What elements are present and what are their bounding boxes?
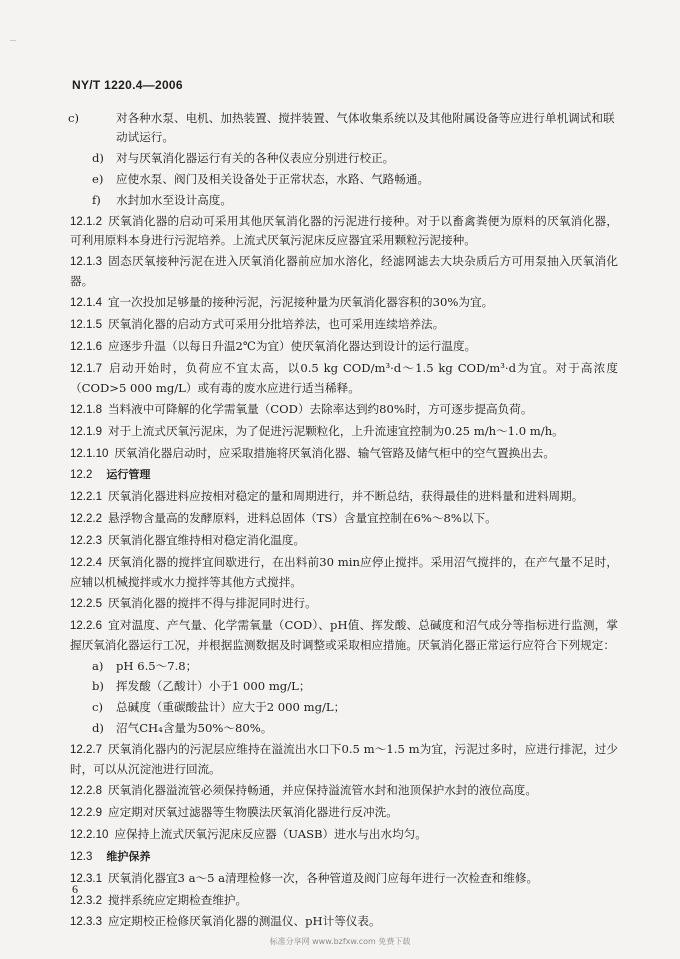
clause-number: 12.1.10 [70,447,109,460]
list-item [70,191,618,210]
clause-paragraph [70,293,618,313]
clause-number: 12.1.4 [70,297,102,310]
clause-paragraph [70,912,618,932]
section-heading-12-3 [70,847,618,867]
list-item-label: f) [92,192,101,207]
list-item-label: c) [92,700,104,715]
clause-number: 12.3.3 [70,916,102,929]
clause-text: 厌氧消化器的启动方式可采用分批培养法，也可采用连续培养法。 [107,317,445,332]
clause-number: 12.2.2 [70,513,102,526]
section-12-3-paragraphs [70,869,618,933]
list-item-text: 挥发酸（乙酸计）小于1 000 mg/L； [116,679,311,694]
clause-number: 12.2.10 [70,828,109,841]
clause-number: 12.3.1 [70,872,102,885]
clause-number: 12.2.5 [70,597,102,610]
section-12-2-paragraphs-b [70,740,618,845]
clause-text: 应保持上流式厌氧污泥床反应器（UASB）进水与出水均匀。 [114,826,427,841]
clause-text: 对于上流式厌氧污泥床，为了促进污泥颗粒化，上升流速宜控制为0.25 m/h～1.0 m/h。 [107,423,564,438]
clause-paragraph [70,531,618,551]
list-item-label: d) [92,721,104,736]
clause-paragraph [70,509,618,529]
list-item [70,109,618,147]
section-number: 12.3 [70,850,93,863]
section-title: 维护保养 [106,849,151,863]
clause-text: 厌氧消化器溢流管必须保持畅通，并应保持溢流管水封和池顶保护水封的液位高度。 [107,783,537,797]
list-item [70,657,618,676]
clause-paragraph [70,422,618,442]
clause-number: 12.2.6 [70,619,102,632]
clause-text: 悬浮物含量高的发酵原料，进料总固体（TS）含量宜控制在6%～8%以下。 [107,511,497,526]
clause-text: 厌氧消化器内的污泥层应维持在溢流出水口下0.5 m～1.5 m为宜，污泥过多时，应进行排泥，过少时，可以从沉淀池进行回流。 [70,742,618,777]
footer-watermark: 标准分享网 www.bzfxw.com 免费下载 [269,937,411,946]
list-item-text: 对各种水泵、电机、加热装置、搅拌装置、气体收集系统以及其他附属设备等应进行单机调试和联动试运行。 [116,111,615,144]
clause-number: 12.2.9 [70,806,102,819]
clause-text: 固态厌氧接种污泥在进入厌氧消化器前应加水溶化，经滤网滤去大块杂质后方可用泵抽入厌氧消化器。 [70,254,618,289]
clause-number: 12.2.4 [70,557,102,570]
list-item-text: 对与厌氧消化器运行有关的各种仪表应分别进行校正。 [116,150,395,165]
clause-number: 12.1.5 [70,319,102,332]
clause-paragraph [70,869,618,889]
clause-paragraph [70,803,618,823]
list-item [70,149,618,168]
clause-number: 12.2.3 [70,535,102,548]
list-item [70,719,618,738]
clause-text: 厌氧消化器的搅拌不得与排泥同时进行。 [107,595,317,610]
clause-text: 厌氧消化器宜维持相对稳定消化温度。 [107,533,306,548]
clause-paragraph [70,252,618,291]
list-item-text: 水封加水至设计高度。 [116,192,232,207]
clause-number: 12.1.3 [70,256,102,269]
clause-number: 12.1.8 [70,403,102,416]
clause-paragraph [70,487,618,507]
clause-text: 应逐步升温（以每日升温2℃为宜）使厌氧消化器达到设计的运行温度。 [107,338,477,353]
clause-text: 启动开始时，负荷应不宜太高，以0.5 kg COD/m³·d～1.5 kg COD/m³·d为宜。对于高浓度（COD>5 000 mg/L）或有毒的废水应进行适当稀释。 [70,360,618,395]
clause-number: 12.3.2 [70,894,102,907]
section-title: 运行管理 [106,468,151,482]
clause-text: 当料液中可降解的化学需氧量（COD）去除率达到约80%时，方可逐步提高负荷。 [107,401,533,416]
clause-text: 应定期校正检修厌氧消化器的测温仪、pH计等仪表。 [107,914,381,929]
clause-text: 厌氧消化器宜3 a～5 a清理检修一次，各种管道及阀门应每年进行一次检查和维修。 [107,870,539,885]
section-number: 12.2 [70,469,93,482]
list-item-label: c) [68,111,80,125]
clause-paragraph [70,400,618,420]
clause-paragraph [70,315,618,335]
list-item-text: pH 6.5～7.8； [116,658,198,673]
list-item-label: b) [92,679,104,694]
clause-number: 12.1.2 [70,215,102,228]
clause-text: 应定期对厌氧过滤器等生物膜法厌氧消化器进行反冲洗。 [107,804,398,819]
list-item-text: 总碱度（重碳酸盐计）应大于2 000 mg/L； [116,700,346,715]
section-heading-12-2 [70,465,618,485]
list-item-label: d) [92,150,104,165]
clause-paragraph [70,594,618,614]
list-item [70,698,618,717]
clause-number: 12.1.6 [70,340,102,353]
clause-text: 厌氧消化器的启动可采用其他厌氧消化器的污泥进行接种。对于以畜禽粪便为原料的厌氧消化器，可利用原料本身进行污泥培养。上流式厌氧污泥床反应器宜采用颗粒污泥接种。 [70,213,618,248]
clause-paragraph [70,359,618,398]
clause-text: 宜一次投加足够量的接种污泥，污泥接种量为厌氧消化器容积的30%为宜。 [107,295,494,310]
clause-paragraph [70,444,618,464]
clause-text: 搅拌系统应定期检查维护。 [107,892,248,907]
clause-text: 宜对温度、产气量、化学需氧量（COD）、pH值、挥发酸、总碱度和沼气成分等指标进行监测，掌握厌氧消化器运行工况，并根据监测数据及时调整或采取相应措施。厌氧消化器正常运行应符合下列规定： [70,617,618,652]
standard-code: NY/T 1220.4—2006 [72,78,183,92]
clause-number: 12.2.7 [70,744,102,757]
list-item-text: 沼气CH₄含量为50%～80%。 [116,721,273,736]
clause-paragraph [70,212,618,251]
list-item-label: e) [92,171,104,186]
clause-paragraph [70,825,618,845]
clause-paragraph [70,337,618,357]
list-item-label: a) [92,658,104,673]
list-items-c-f [70,109,618,210]
list-items-a-d [70,657,618,739]
clause-number: 12.1.7 [70,362,102,375]
section-12-1-paragraphs [70,212,618,464]
clause-text: 厌氧消化器启动时，应采取措施将厌氧消化器、输气管路及储气柜中的空气置换出去。 [114,445,555,460]
clause-paragraph [70,616,618,655]
clause-text: 厌氧消化器的搅拌宜间歇进行，在出料前30 min应停止搅拌。采用沼气搅拌的，在产气量不足时，应辅以机械搅拌或水力搅拌等其他方式搅拌。 [70,555,618,589]
page-content [70,109,618,934]
clause-paragraph [70,553,618,592]
section-12-2-paragraphs-a [70,487,618,654]
scan-edge-mark [10,40,16,41]
clause-paragraph [70,781,618,801]
list-item [70,677,618,696]
page-number: 6 [72,882,78,896]
clause-text: 厌氧消化器进料应按相对稳定的量和周期进行，并不断总结，获得最佳的进料量和进料周期。 [107,489,584,504]
clause-number: 12.2.8 [70,785,102,797]
clause-number: 12.2.1 [70,491,102,504]
clause-paragraph [70,740,618,779]
list-item [70,170,618,189]
list-item-text: 应使水泵、阀门及相关设备处于正常状态，水路、气路畅通。 [116,171,430,186]
clause-number: 12.1.9 [70,425,102,438]
clause-paragraph [70,891,618,911]
